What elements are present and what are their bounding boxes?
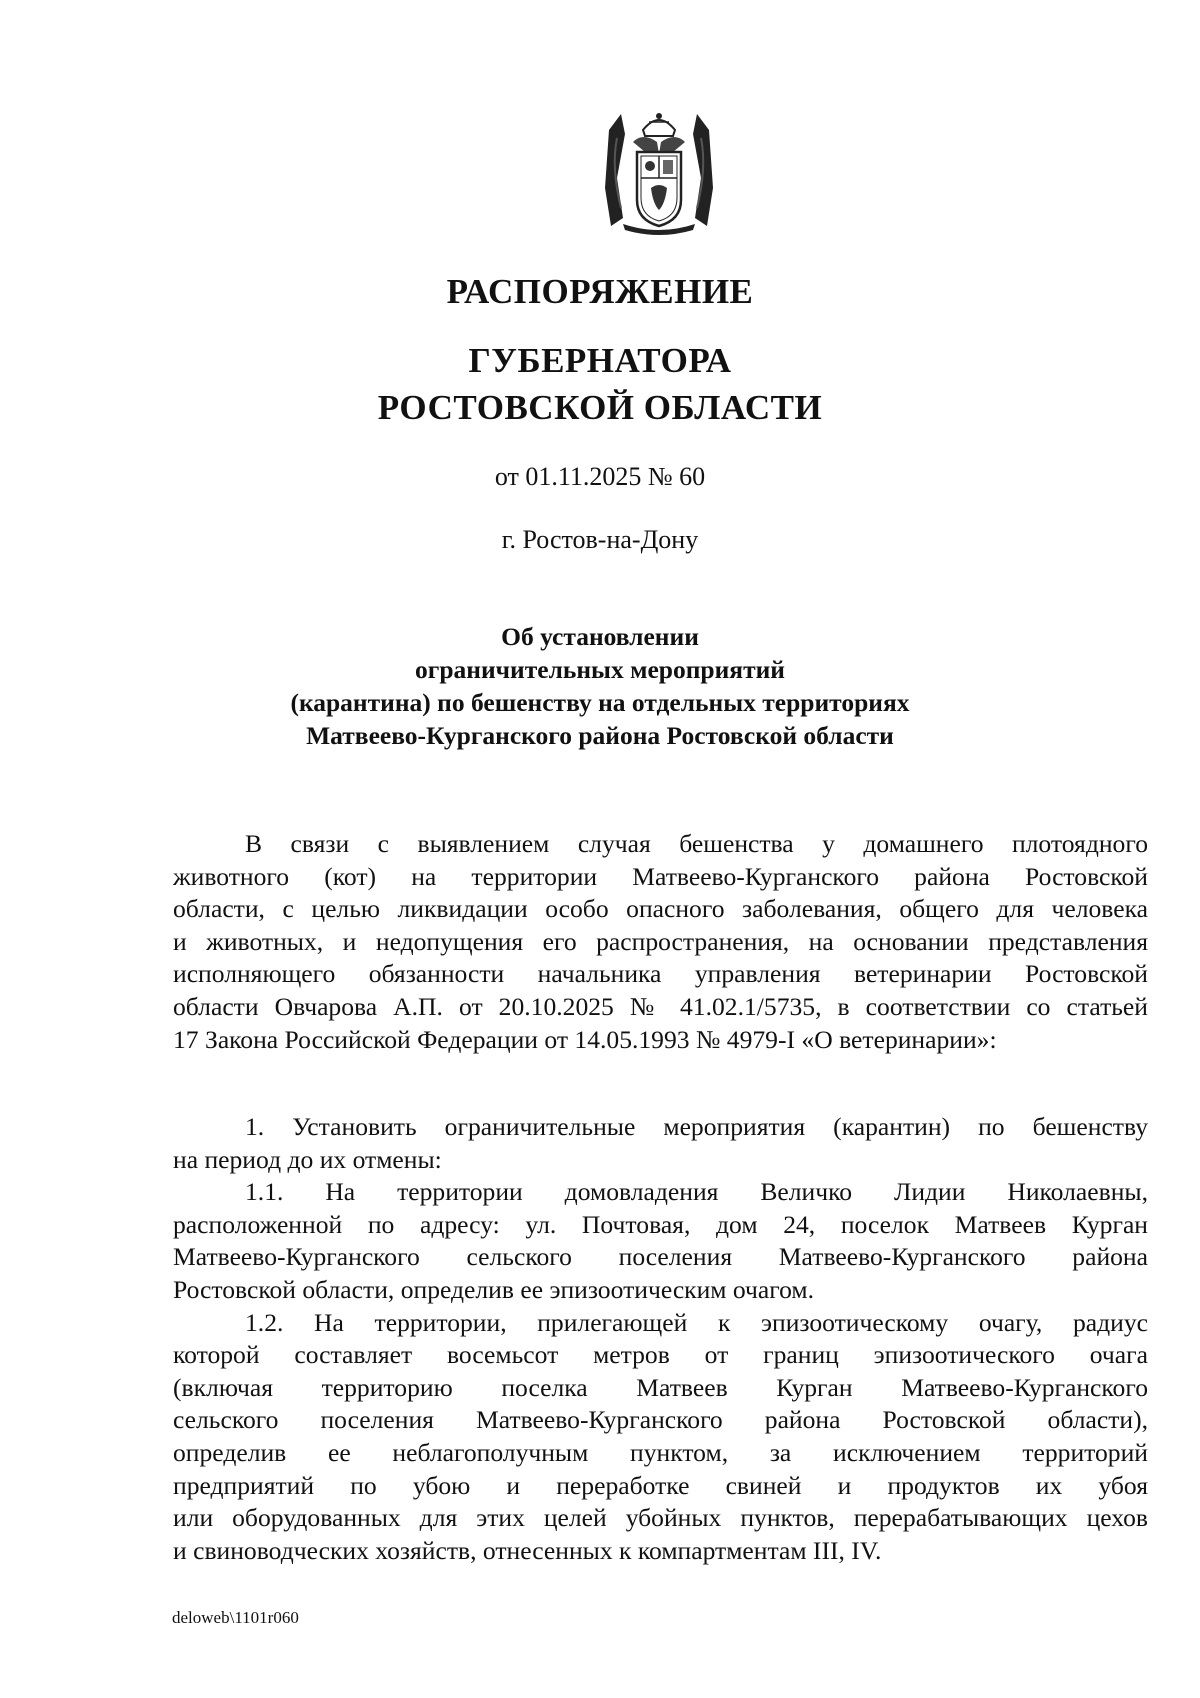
item-1-1-line: 1.1. На территории домовладения Величко Лидии Николаевны,	[245, 1177, 1148, 1207]
item-1-1-line: Ростовской области, определив ее эпизоотическим очагом.	[173, 1274, 815, 1304]
item-1-2-line: 1.2. На территории, прилегающей к эпизоотическому очагу, радиус	[245, 1307, 1148, 1337]
text-line: области Овчарова А.П. от 20.10.2025 № 41.02.1/5735, в соответствии со статьей	[173, 991, 1148, 1021]
authority-line-1: ГУБЕРНАТОРА	[468, 341, 732, 380]
title-line: (карантина) по бешенству на отдельных территориях	[290, 688, 910, 717]
item-1-line: на период до их отмены:	[173, 1144, 442, 1174]
coat-of-arms-icon	[603, 108, 715, 236]
preamble-paragraph	[173, 828, 1148, 1056]
text-line: и животных, и недопущения его распространения, на основании представления	[173, 926, 1148, 956]
items-section	[173, 1111, 1148, 1567]
item-1-2-line: сельского поселения Матвеево-Курганского района Ростовской области),	[173, 1405, 1148, 1435]
item-1-1-line: расположенной по адресу: ул. Почтовая, дом 24, поселок Матвеев Курган	[173, 1209, 1148, 1239]
authority-line-2: РОСТОВСКОЙ ОБЛАСТИ	[377, 388, 823, 427]
item-1-2-line: или оборудованных для этих целей убойных пунктов, перерабатывающих цехов	[173, 1503, 1148, 1533]
order-title: РАСПОРЯЖЕНИЕ	[446, 272, 754, 311]
item-1-2-line: (включая территорию поселка Матвеев Курган Матвеево-Курганского	[173, 1372, 1148, 1402]
text-line: животного (кот) на территории Матвеево-Курганского района Ростовской	[173, 861, 1148, 891]
item-1-1-line: Матвеево-Курганского сельского поселения Матвеево-Курганского района	[173, 1242, 1148, 1272]
item-1-2-line: предприятий по убою и переработке свиней и продуктов их убоя	[173, 1470, 1148, 1500]
item-1-2-line: определив ее неблагополучным пунктом, за исключением территорий	[173, 1437, 1148, 1467]
document-title	[0, 620, 1200, 752]
city: г. Ростов-на-Дону	[501, 525, 699, 554]
item-1-2-line: которой составляет восемьсот метров от границ эпизоотического очага	[173, 1340, 1148, 1370]
title-line: ограничительных мероприятий	[415, 655, 785, 684]
item-1-line: 1. Установить ограничительные мероприятия (карантин) по бешенству	[245, 1112, 1148, 1141]
date-number: от 01.11.2025 № 60	[494, 462, 706, 491]
text-line: исполняющего обязанности начальника управления ветеринарии Ростовской	[173, 959, 1148, 989]
text-line: В связи с выявлением случая бешенства у домашнего плотоядного	[245, 829, 1148, 858]
document-code: deloweb\1101r060	[172, 1608, 299, 1627]
item-1-2-line: и свиноводческих хозяйств, отнесенных к компартментам III, IV.	[173, 1535, 882, 1565]
text-line: 17 Закона Российской Федерации от 14.05.1993 № 4979-I «О ветеринарии»:	[173, 1024, 997, 1054]
text-line: области, с целью ликвидации особо опасного заболевания, общего для человека	[173, 894, 1148, 924]
title-line: Матвеево-Курганского района Ростовской области	[306, 721, 894, 750]
title-line: Об установлении	[501, 622, 699, 651]
